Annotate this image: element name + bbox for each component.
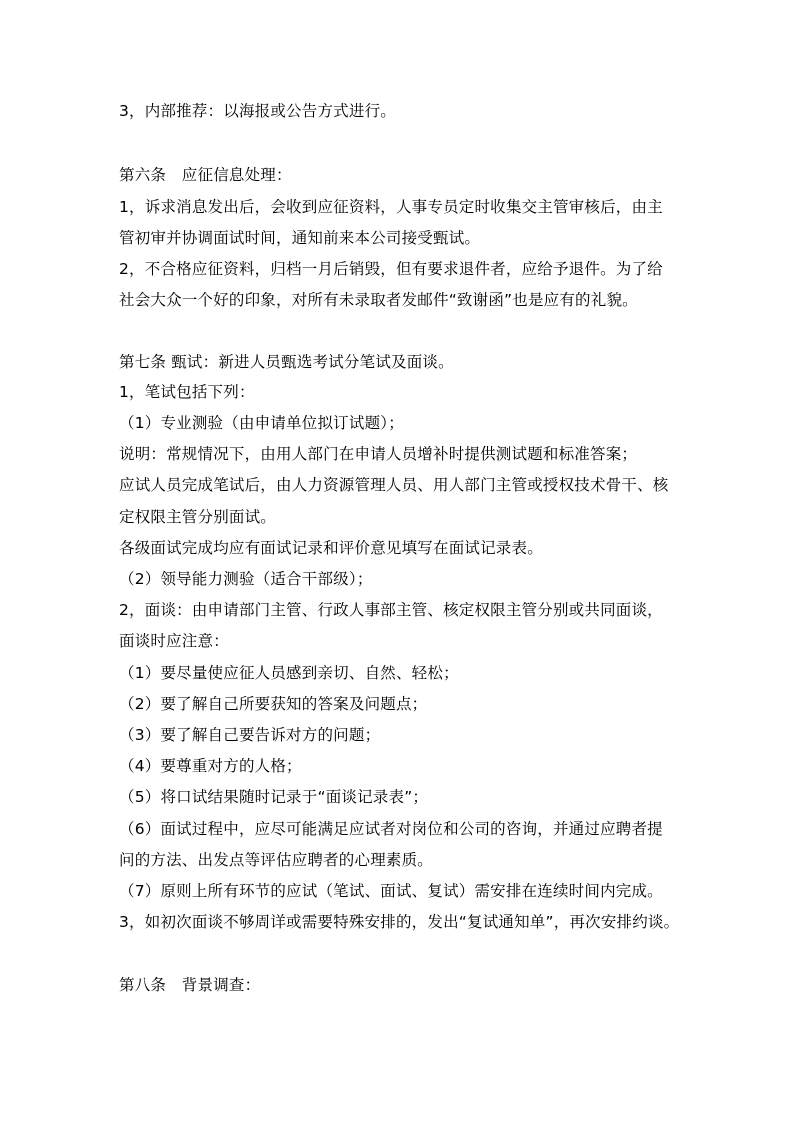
text-line: 1，笔试包括下列： bbox=[119, 383, 255, 401]
section-heading: 第八条 背景调查： bbox=[119, 976, 261, 994]
text-line: （1）要尽量使应征人员感到亲切、自然、轻松； bbox=[119, 664, 459, 682]
text-line: 各级面试完成均应有面试记录和评价意见填写在面试记录表。 bbox=[119, 539, 543, 557]
text-line: （5）将口试结果随时记录于“面谈记录表”； bbox=[119, 788, 429, 806]
text-line: 社会大众一个好的印象，对所有未录取者发邮件“致谢函”也是应有的礼貌。 bbox=[119, 291, 638, 309]
text-line: （1）专业测验（由申请单位拟订试题）； bbox=[119, 414, 404, 432]
section-heading: 第七条 甄试：新进人员甄选考试分笔试及面谈。 bbox=[119, 353, 454, 371]
text-line: （3）要了解自己要告诉对方的问题； bbox=[119, 726, 381, 744]
text-line: 2，不合格应征资料，归档一月后销毁，但有要求退件者，应给予退件。为了给 bbox=[119, 260, 663, 278]
text-line: （2）领导能力测验（适合干部级）； bbox=[119, 570, 373, 588]
text-line: 定权限主管分别面试。 bbox=[119, 508, 277, 526]
text-line: 2，面谈：由申请部门主管、行政人事部主管、核定权限主管分别或共同面谈， bbox=[119, 601, 663, 619]
text-line: 3，内部推荐：以海报或公告方式进行。 bbox=[119, 102, 396, 120]
text-line: 问的方法、出发点等评估应聘者的心理素质。 bbox=[119, 851, 434, 869]
text-line: 面谈时应注意： bbox=[119, 632, 229, 650]
text-line: 应试人员完成笔试后，由人力资源管理人员、用人部门主管或授权技术骨干、核 bbox=[119, 476, 669, 494]
text-line: 1，诉求消息发出后，会收到应征资料，人事专员定时收集交主管审核后，由主 bbox=[119, 198, 663, 216]
text-line: （2）要了解自己所要获知的答案及问题点； bbox=[119, 695, 428, 713]
text-line: （6）面试过程中，应尽可能满足应试者对岗位和公司的咨询，并通过应聘者提 bbox=[119, 820, 663, 838]
text-line: 说明：常规情况下，由用人部门在申请人员增补时提供测试题和标准答案； bbox=[119, 445, 638, 463]
text-line: 3，如初次面谈不够周详或需要特殊安排的，发出“复试通知单”，再次安排约谈。 bbox=[119, 913, 680, 931]
text-line: （7）原则上所有环节的应试（笔试、面试、复试）需安排在连续时间内完成。 bbox=[119, 882, 663, 900]
section-heading: 第六条 应征信息处理： bbox=[119, 166, 292, 184]
text-line: （4）要尊重对方的人格； bbox=[119, 757, 302, 775]
text-line: 管初审并协调面试时间，通知前来本公司接受甄试。 bbox=[119, 229, 481, 247]
